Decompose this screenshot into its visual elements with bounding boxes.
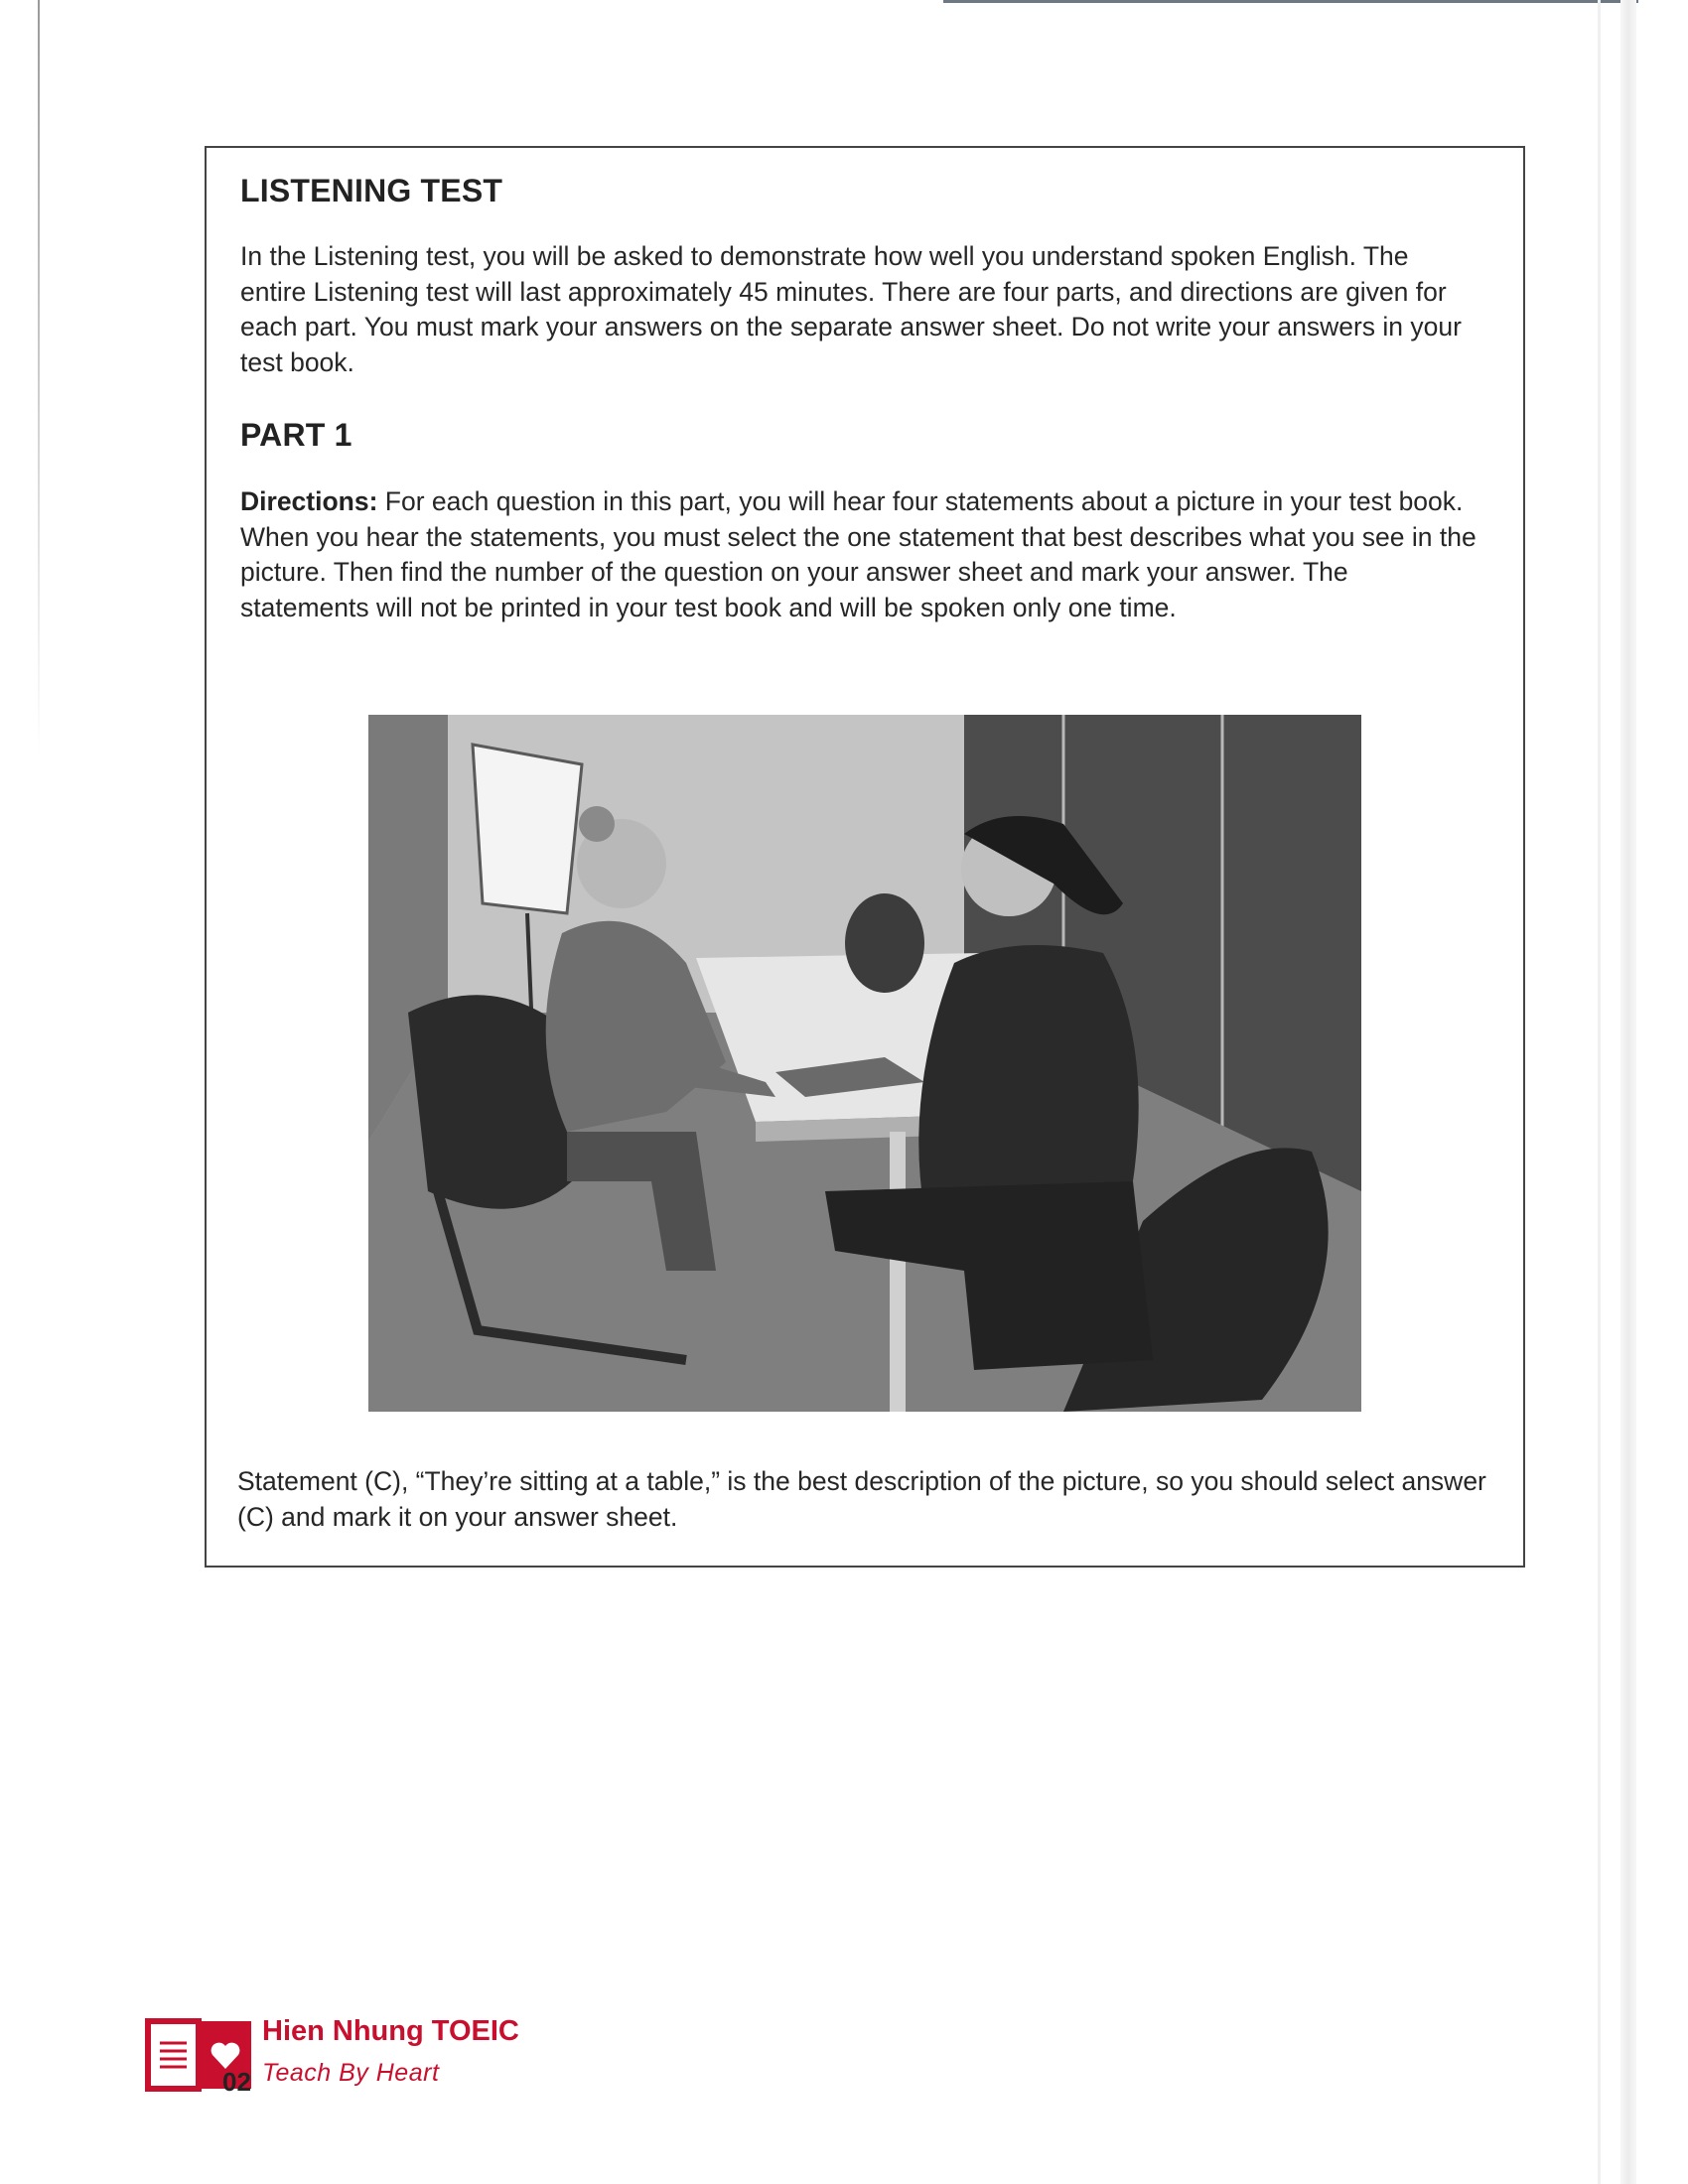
scan-edge xyxy=(1598,0,1601,2184)
page-number: 02 xyxy=(222,2067,251,2097)
example-statement: Statement (C), “They’re sitting at a table,” is the best description of the picture, so you should select answer (C) and mark it on your answer sheet. xyxy=(237,1466,1486,1532)
example-photo xyxy=(368,715,1361,1412)
scan-edge xyxy=(943,0,1638,3)
listening-test-title: LISTENING TEST xyxy=(240,173,503,208)
scan-edge xyxy=(1620,0,1636,2184)
scan-edge xyxy=(38,0,40,754)
brand-name: Hien Nhung TOEIC xyxy=(262,2015,519,2047)
brand-logo xyxy=(145,2015,542,2095)
listening-test-intro: In the Listening test, you will be asked to demonstrate how well you understand spoken English. The entire Listening test will last approximately 45 minutes. There are four parts, and directions are given for each part. You must mark your answers on the separate answer sheet. Do not write your answers in your test book. xyxy=(240,241,1462,377)
part1-title: PART 1 xyxy=(240,417,352,453)
part1-directions xyxy=(240,484,1481,625)
directions-label: Directions: xyxy=(240,486,378,516)
brand-tagline: Teach By Heart xyxy=(262,2059,440,2087)
directions-text: For each question in this part, you will hear four statements about a picture in your test book. When you hear the statements, you must select the one statement that best describes what you see in the picture. Then find the number of the question on your answer sheet and mark your answer. The statements will not be printed in your test book and will be spoken only one time. xyxy=(240,486,1477,622)
